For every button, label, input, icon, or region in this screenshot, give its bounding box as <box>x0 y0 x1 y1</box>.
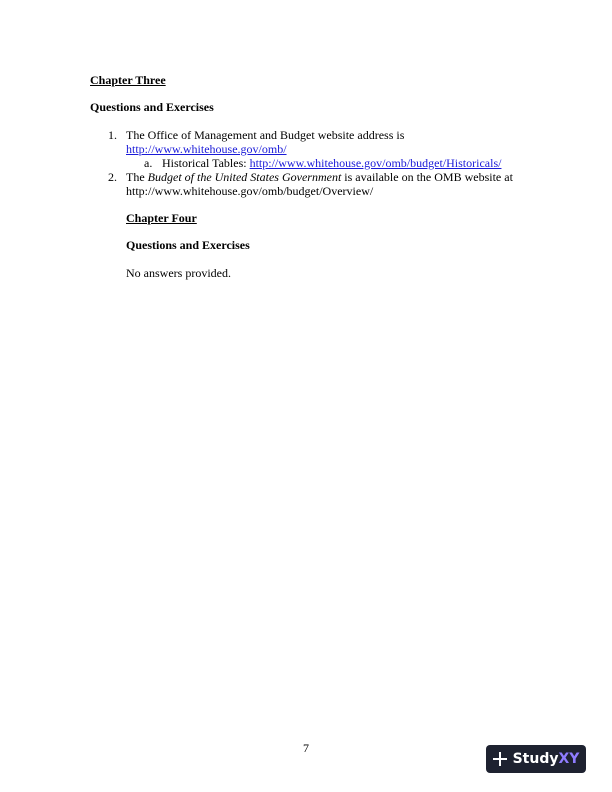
list-item-2-number: 2. <box>108 170 117 184</box>
chapter-four-title: Chapter Four <box>126 211 197 225</box>
page-number: 7 <box>303 741 309 755</box>
sub-item-a-label: Historical Tables: <box>162 156 250 170</box>
badge-text: Study <box>512 751 559 767</box>
list-item-2-url: http://www.whitehouse.gov/omb/budget/Overview/ <box>126 184 374 198</box>
omb-website-link[interactable]: http://www.whitehouse.gov/omb/ <box>126 142 287 156</box>
chapter-four-note: No answers provided. <box>126 266 231 280</box>
list-item-2-pre: The <box>126 170 148 184</box>
historical-tables-link[interactable]: http://www.whitehouse.gov/omb/budget/Historicals/ <box>249 156 502 170</box>
plus-icon <box>493 752 507 766</box>
sub-item-a-letter: a. <box>144 156 153 170</box>
list-item-2-text <box>126 170 513 184</box>
studyxy-badge[interactable] <box>486 745 586 773</box>
chapter-three-section-heading: Questions and Exercises <box>90 100 214 114</box>
sub-item-a <box>162 156 501 170</box>
list-item-1-text: The Office of Management and Budget website address is <box>126 128 405 142</box>
budget-title-italic: Budget of the United States Government <box>147 170 342 184</box>
chapter-three-title: Chapter Three <box>90 73 166 87</box>
chapter-four-section-heading: Questions and Exercises <box>126 238 250 252</box>
badge-accent: XY <box>558 751 580 767</box>
list-item-2-post: is available on the OMB website at <box>341 170 513 184</box>
list-item-1-number: 1. <box>108 128 117 142</box>
